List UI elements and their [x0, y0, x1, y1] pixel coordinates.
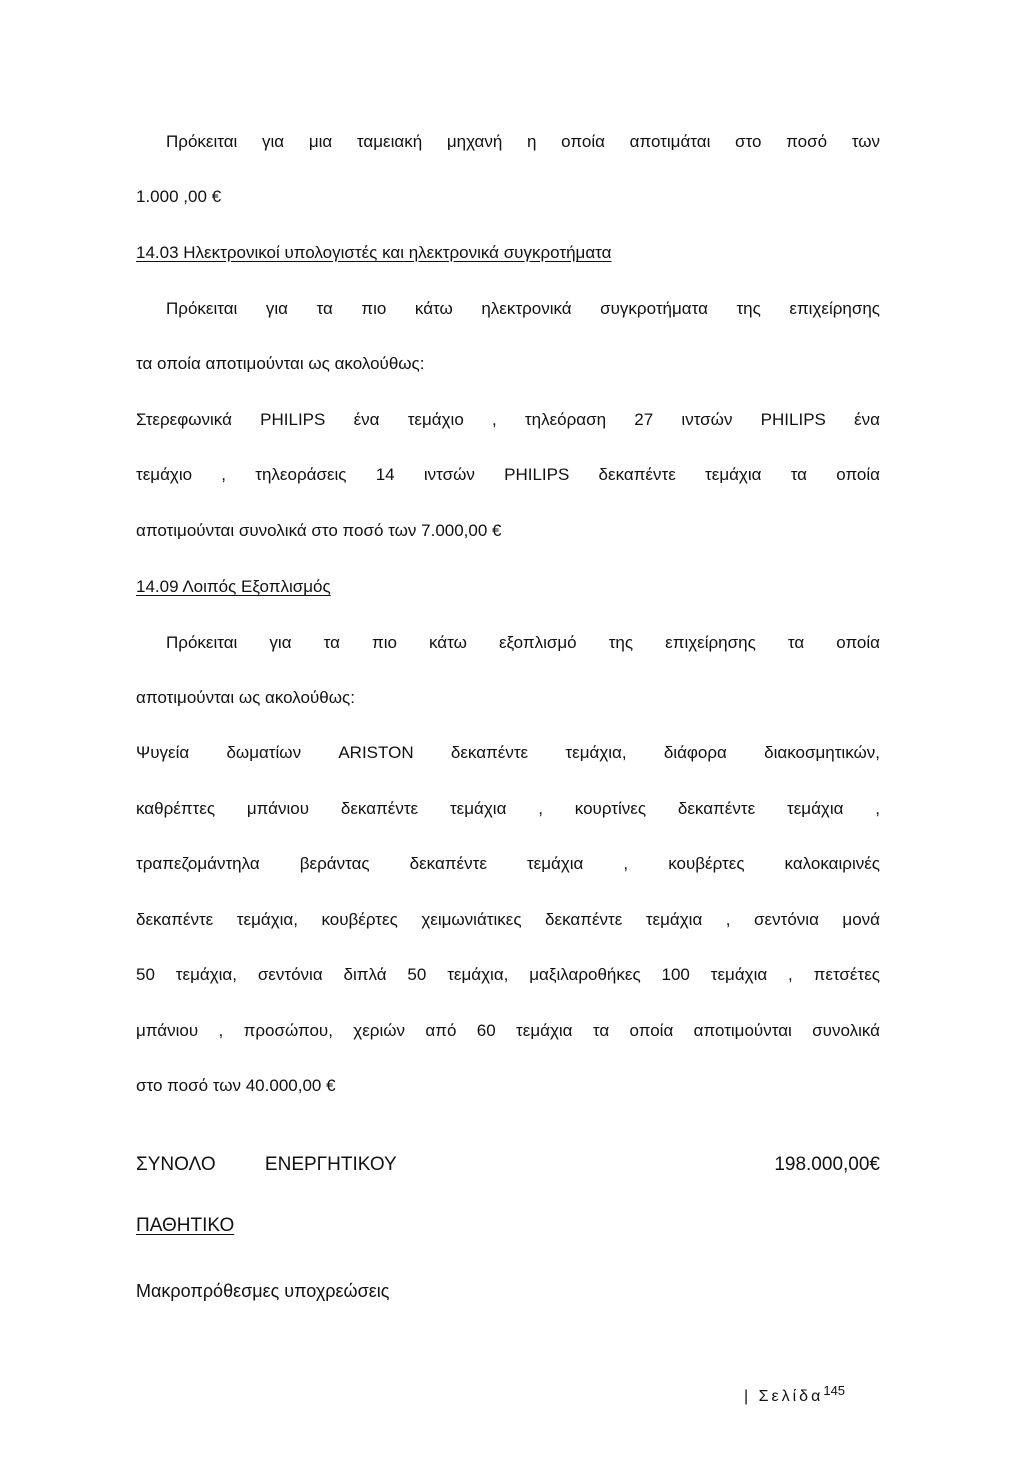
paragraph-line: 1.000 ,00 € — [136, 187, 222, 206]
page-number-value: 145 — [823, 1383, 846, 1398]
paragraph-line: Στερεφωνικά PHILIPS ένα τεμάχιο , τηλεόραση 27 ιντσών PHILIPS ένα — [136, 410, 880, 429]
paragraph-line: τεμάχιο , τηλεοράσεις 14 ιντσών PHILIPS δεκαπέντε τεμάχια τα οποία — [136, 465, 880, 484]
paragraph-line: δεκαπέντε τεμάχια, κουβέρτες χειμωνιάτικες δεκαπέντε τεμάχια , σεντόνια μονά — [136, 910, 880, 929]
page-label: | Σελίδα — [744, 1388, 824, 1405]
paragraph-line: τραπεζομάντηλα βεράντας δεκαπέντε τεμάχια , κουβέρτες καλοκαιρινές — [136, 854, 880, 873]
section-heading-14-09: 14.09 Λοιπός Εξοπλισμός — [136, 577, 331, 596]
paragraph-line: στο ποσό των 40.000,00 € — [136, 1076, 336, 1095]
total-assets-label: ΣΥΝΟΛΟ ΕΝΕΡΓΗΤΙΚΟΥ — [136, 1154, 397, 1175]
paragraph-line: τα οποία αποτιμούνται ως ακολούθως: — [136, 354, 425, 373]
paragraph-line: Πρόκειται για τα πιο κάτω ηλεκτρονικά συγκροτήματα της επιχείρησης — [166, 299, 880, 318]
paragraph-line: Πρόκειται για μια ταμειακή μηχανή η οποία αποτιμάται στο ποσό των — [166, 132, 880, 151]
subsection-title: Μακροπρόθεσμες υποχρεώσεις — [136, 1281, 390, 1301]
paragraph-line: 50 τεμάχια, σεντόνια διπλά 50 τεμάχια, μαξιλαροθήκες 100 τεμάχια , πετσέτες — [136, 965, 880, 984]
section-heading-14-03: 14.03 Ηλεκτρονικοί υπολογιστές και ηλεκτρονικά συγκροτήματα — [136, 243, 612, 262]
total-assets-value: 198.000,00€ — [774, 1154, 880, 1175]
paragraph-line: αποτιμούνται συνολικά στο ποσό των 7.000,00 € — [136, 521, 502, 540]
page-number — [744, 1379, 845, 1409]
paragraph-line: μπάνιου , προσώπου, χεριών από 60 τεμάχια τα οποία αποτιμούνται συνολικά — [136, 1021, 880, 1040]
section-title-liabilities: ΠΑΘΗΤΙΚΟ — [136, 1215, 235, 1236]
paragraph-line: καθρέπτες μπάνιου δεκαπέντε τεμάχια , κουρτίνες δεκαπέντε τεμάχια , — [136, 799, 880, 818]
paragraph-line: Πρόκειται για τα πιο κάτω εξοπλισμό της επιχείρησης τα οποία — [166, 633, 880, 652]
paragraph-line: αποτιμούνται ως ακολούθως: — [136, 688, 355, 707]
paragraph-line: Ψυγεία δωματίων ARISTON δεκαπέντε τεμάχια, διάφορα διακοσμητικών, — [136, 743, 880, 762]
